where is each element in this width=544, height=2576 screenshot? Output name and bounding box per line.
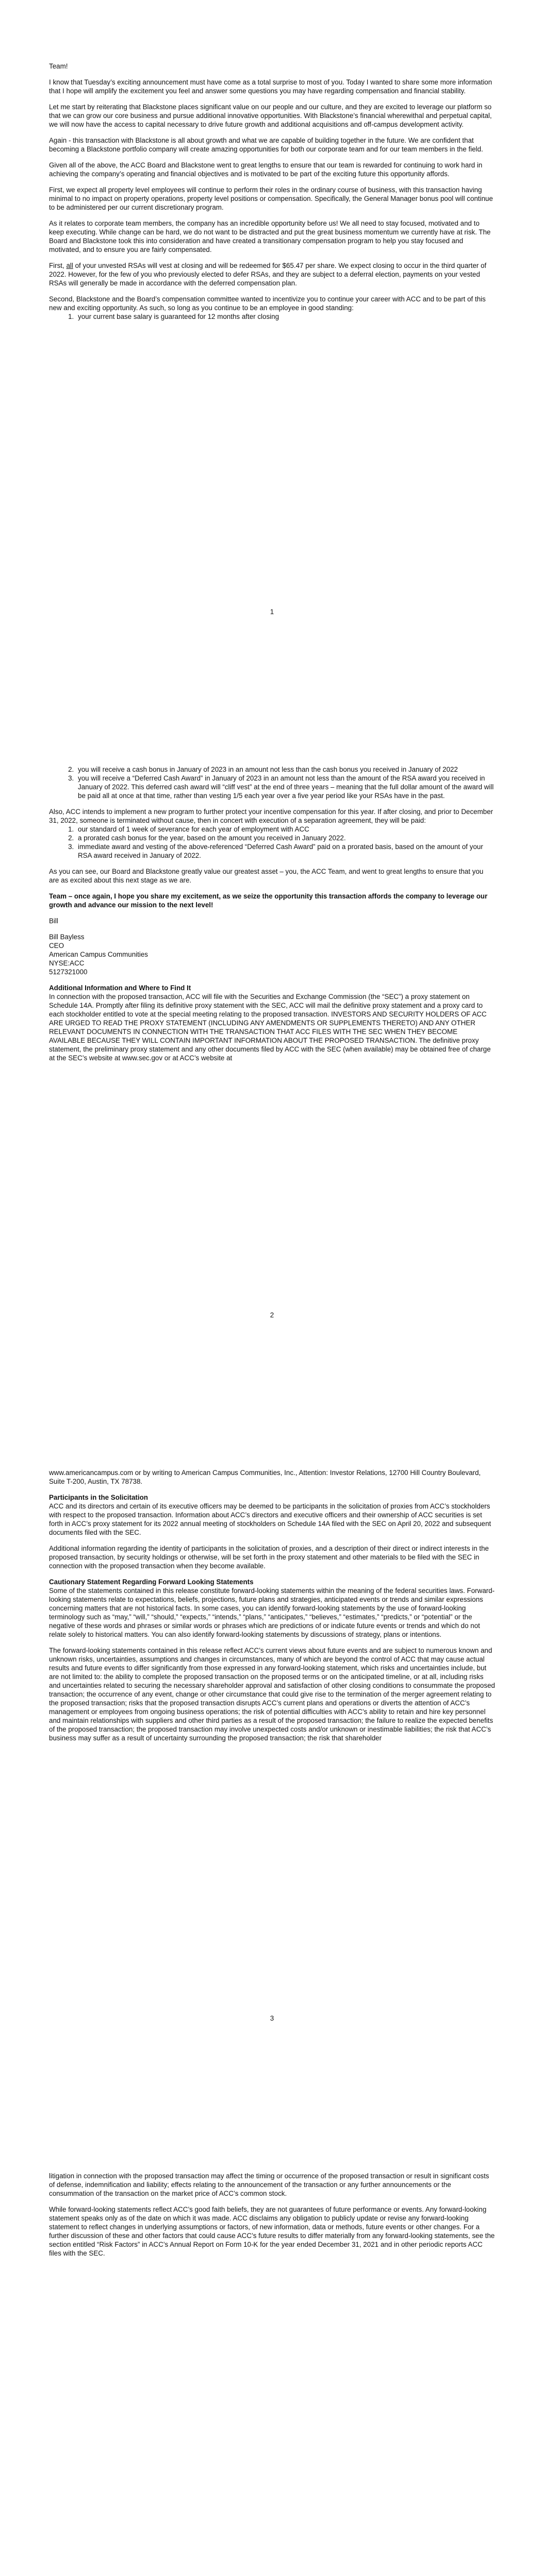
numbered-list [49,825,495,860]
paragraph: Some of the statements contained in this release constitute forward-looking statements within the meaning of the federal securities laws. Forward-looking statements relate to expectations, beliefs, projections, future plans and strategies, anticipated events or trends and similar expressions concerning matters that are not historical facts. In some cases, you can identify forward-looking statements by the use of forward-looking terminology such as “may,” “will,” “should,” “expects,” “intends,” “plans,” “anticipates,” “believes,” “estimates,” “predicts,” or “potential” or the negative of these words and phrases or similar words or phrases which are predictions of or indicate future events or trends and which do not relate solely to historical matters. You can also identify forward-looking statements by discussions of strategy, plans or intentions. [49,1587,495,1638]
page-number: 2 [270,1311,274,1319]
rsa-all-underlined: all [66,262,73,269]
paragraph: As you can see, our Board and Blackstone greatly value our greatest asset – you, the ACC Team, and went to great lengths to ensure that you are as excited about this next stage as we are. [49,868,484,884]
list-item: 1. our standard of 1 week of severance for each year of employment with ACC [76,825,495,834]
page-number: 3 [270,2014,274,2022]
signoff-name: Bill [49,917,58,925]
page-1 [0,0,544,703]
section-heading: Participants in the Solicitation [49,1494,148,1501]
bold-closing: Team – once again, I hope you share my excitement, as we seize the opportunity this transaction affords the company to leverage our growth and advance our mission to the next level! [49,892,488,909]
list-item: 2. a prorated cash bonus for the year, based on the amount you received in January 2022. [76,834,495,842]
sig-line: NYSE:ACC [49,959,85,967]
page-2 [0,703,544,1406]
paragraph: Let me start by reiterating that Blackstone places significant value on our people and our culture, and they are excited to leverage our platform so that we can grow our core business and pursue additional innovative opportunities. With Blackstone’s financial wherewithal and perpetual capital, we will now have the access to capital necessary to drive future growth and additional acquisitions and off-campus development activity. [49,103,492,128]
signature-block [49,933,495,976]
paragraph: Additional information regarding the identity of participants in the solicitation of proxies, and a description of their direct or indirect interests in the proposed transaction, by security holdings or otherwise, will be set forth in the proxy statement and other materials to be filed with the SEC in connection with the proposed transaction when they become available. [49,1545,489,1570]
rsa-paragraph [49,261,495,287]
paragraph: I know that Tuesday’s exciting announcement must have come as a total surprise to most of you. Today I wanted to share some more information that I hope will amplify the excitement you feel and answer some questions you may have regarding compensation and financial stability. [49,78,492,95]
salutation: Team! [49,62,68,70]
page-number: 1 [270,608,274,616]
paragraph: In connection with the proposed transaction, ACC will file with the Securities and Exchange Commission (the “SEC”) a proxy statement on Schedule 14A. Promptly after filing its definitive proxy statement with the SEC, ACC will mail the definitive proxy statement and a proxy card to each stockholder entitled to vote at the special meeting relating to the proposed transaction. INVESTORS AND SECURITY HOLDERS OF ACC ARE URGED TO READ THE PROXY STATEMENT (INCLUDING ANY AMENDMENTS OR SUPPLEMENTS THERETO) AND ANY OTHER RELEVANT DOCUMENTS IN CONNECTION WITH THE TRANSACTION THAT ACC FILES WITH THE SEC WHEN THEY BECOME AVAILABLE BECAUSE THEY WILL CONTAIN IMPORTANT INFORMATION ABOUT THE PROPOSED TRANSACTION. The definitive proxy statement, the preliminary proxy statement and any other documents filed by ACC with the SEC (when available) may be obtained free of charge at the SEC’s website at www.sec.gov or at ACC’s website at [49,993,491,1062]
paragraph: litigation in connection with the proposed transaction may affect the timing or occurrence of the proposed transaction or result in significant costs of defense, indemnification and liability; effects relating to the announcement of the transaction or any further announcements or the consummation of the transaction on the market price of ACC’s common stock. [49,2172,489,2197]
paragraph: Given all of the above, the ACC Board and Blackstone went to great lengths to ensure that our team is rewarded for continuing to work hard in achieving the company’s operating and financial objectives and is motivated to be part of the exciting future this opportunity affords. [49,161,483,178]
list-item: 3. immediate award and vesting of the above-referenced “Deferred Cash Award” paid on a prorated basis, based on the amount of your RSA award received in January of 2022. [76,842,495,860]
page-3 [0,1406,544,2110]
paragraph: First, we expect all property level employees will continue to perform their roles in the ordinary course of business, with this transaction having minimal to no impact on property operations, property level positions or compensation. Specifically, the General Manager bonus pool will continue to be administered per our current discretionary program. [49,186,493,211]
sig-line: Bill Bayless [49,933,85,941]
numbered-list [49,765,495,800]
paragraph: ACC and its directors and certain of its executive officers may be deemed to be participants in the solicitation of proxies from ACC’s stockholders with respect to the proposed transaction. Information about ACC’s directors and executive officers and their ownership of ACC securities is set forth in ACC’s proxy statement for its 2022 annual meeting of stockholders on Schedule 14A filed with the SEC on April 20, 2022 and subsequent documents filed with the SEC. [49,1502,491,1536]
section-heading: Additional Information and Where to Find It [49,984,191,992]
paragraph: Again - this transaction with Blackstone is all about growth and what we are capable of building together in the future. We are confident that becoming a Blackstone portfolio company will create amazing opportunities for both our corporate team and for our team members in the field. [49,137,483,153]
rsa-pre: First, [49,262,67,269]
sig-line: 5127321000 [49,968,88,976]
paragraph: Also, ACC intends to implement a new program to further protect your incentive compensation for this year. If after closing, and prior to December 31, 2022, someone is terminated without cause, then in concert with execution of a separation agreement, they will be paid: [49,808,493,824]
paragraph: The forward-looking statements contained in this release reflect ACC’s current views about future events and are subject to numerous known and unknown risks, uncertainties, assumptions and changes in circumstances, many of which are beyond the control of ACC that may cause actual results and future events to differ significantly from those expressed in any forward-looking statement, which risks and uncertainties include, but are not limited to: the ability to complete the proposed transaction on the proposed terms or on the anticipated timeline, or at all, including risks and uncertainties related to securing the necessary shareholder approval and satisfaction of other closing conditions to consummate the proposed transaction; the occurrence of any event, change or other circumstance that could give rise to the termination of the merger agreement relating to the proposed transaction; risks that the proposed transaction disrupts ACC’s current plans and operations or diverts the attention of ACC’s management or employees from ongoing business operations; the risk of potential difficulties with ACC’s ability to retain and hire key personnel and maintain relationships with suppliers and other third parties as a result of the proposed transaction; the failure to realize the expected benefits of the proposed transaction; the proposed transaction may involve unexpected costs and/or unknown or inestimable liabilities; the risk that ACC’s business may suffer as a result of uncertainty surrounding the proposed transaction; the risk that shareholder [49,1647,495,1742]
paragraph: www.americancampus.com or by writing to American Campus Communities, Inc., Attention: Investor Relations, 12700 Hill Country Boulevard, Suite T-200, Austin, TX 78738. [49,1469,481,1485]
list-item: 2. you will receive a cash bonus in January of 2023 in an amount not less than the cash bonus you received in January of 2022 [76,765,495,774]
rsa-post: of your unvested RSAs will vest at closing and will be redeemed for $65.47 per share. We expect closing to occur in the third quarter of 2022. However, for the few of you who previously elected to defer RSAs, and they are subject to a deferral election, payments on your vested RSAs will generally be made in accordance with the deferred compensation plan. [49,262,487,287]
paragraph: Second, Blackstone and the Board’s compensation committee wanted to incentivize you to continue your career with ACC and to be part of this new and exciting opportunity. As such, so long as you continue to be an employee in good standing: [49,295,486,312]
paragraph: While forward-looking statements reflect ACC’s good faith beliefs, they are not guarantees of future performance or events. Any forward-looking statement speaks only as of the date on which it was made. ACC disclaims any obligation to publicly update or revise any forward-looking statement to reflect changes in underlying assumptions or factors, of new information, data or methods, future events or other changes. For a further discussion of these and other factors that could cause ACC’s future results to differ materially from any forward-looking statements, see the section entitled “Risk Factors” in ACC’s Annual Report on Form 10-K for the year ended December 31, 2021 and in other periodic reports ACC files with the SEC. [49,2206,495,2257]
sig-line: American Campus Communities [49,951,148,958]
sig-line: CEO [49,942,64,950]
numbered-list [49,312,495,321]
list-item: 3. you will receive a “Deferred Cash Award” in January of 2023 in an amount not less than the amount of the RSA award you received in January of 2022. This deferred cash award will “cliff vest” at the end of three years – meaning that the full dollar amount of the award will be paid all at once at that time, rather than vesting 1/5 each year over a five year period like your RSAs have in the past. [76,774,495,800]
list-item: 1. your current base salary is guaranteed for 12 months after closing [76,312,495,321]
page-4 [0,2110,544,2576]
paragraph: As it relates to corporate team members, the company has an incredible opportunity before us! We all need to stay focused, motivated and to keep executing. While change can be hard, we do not want to be distracted and put the great business momentum we currently have at risk. The Board and Blackstone took this into consideration and have created a transitionary compensation program to help you stay focused and motivated, and to ensure you are fairly compensated. [49,219,491,253]
section-heading: Cautionary Statement Regarding Forward Looking Statements [49,1578,254,1586]
